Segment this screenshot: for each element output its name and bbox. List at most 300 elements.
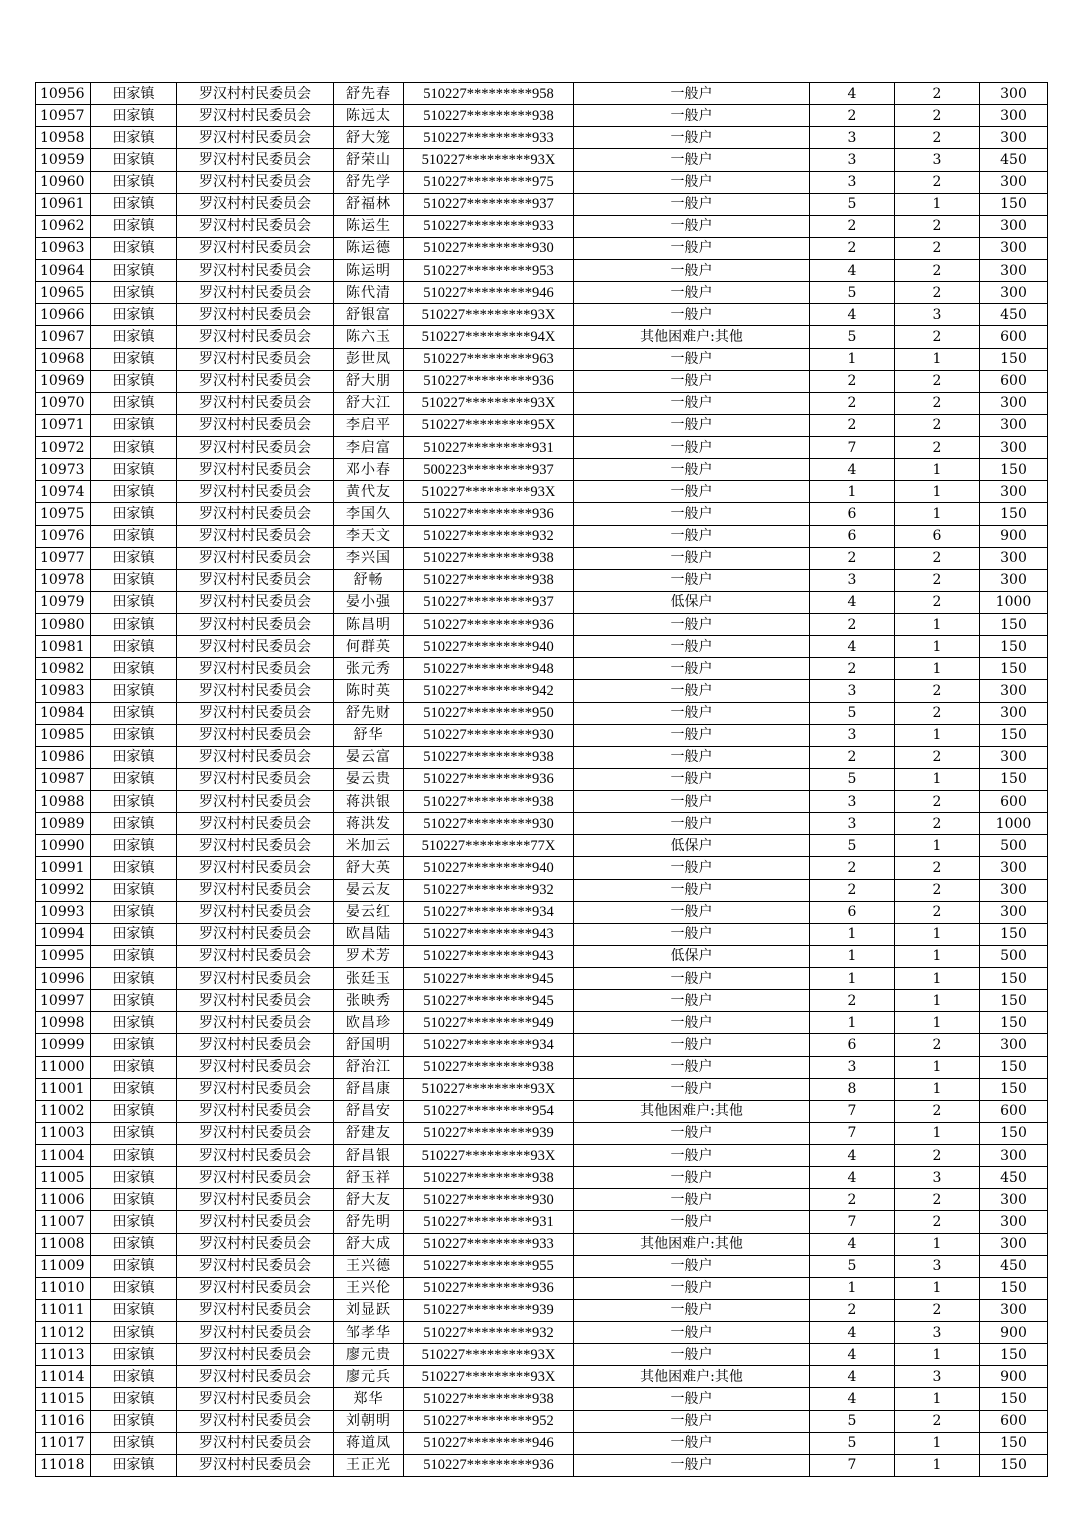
town-cell: 田家镇 xyxy=(91,968,177,990)
eligible-count-cell: 1 xyxy=(895,835,980,857)
id-number-cell: 510227*********932 xyxy=(404,1322,574,1344)
amount-cell: 150 xyxy=(980,1432,1048,1454)
name-cell: 舒大英 xyxy=(334,857,404,879)
eligible-count-cell: 1 xyxy=(895,1388,980,1410)
household-type-cell: 一般户 xyxy=(574,1432,810,1454)
town-cell: 田家镇 xyxy=(91,260,177,282)
eligible-count-cell: 1 xyxy=(895,1122,980,1144)
name-cell: 蒋道凤 xyxy=(334,1432,404,1454)
town-cell: 田家镇 xyxy=(91,547,177,569)
amount-cell: 300 xyxy=(980,1189,1048,1211)
id-number-cell: 510227*********975 xyxy=(404,171,574,193)
household-type-cell: 一般户 xyxy=(574,1078,810,1100)
eligible-count-cell: 2 xyxy=(895,282,980,304)
serial-number-cell: 10970 xyxy=(36,392,91,414)
household-type-cell: 一般户 xyxy=(574,503,810,525)
id-number-cell: 510227*********938 xyxy=(404,1056,574,1078)
eligible-count-cell: 1 xyxy=(895,503,980,525)
table-row xyxy=(36,326,1048,348)
id-number-cell: 510227*********930 xyxy=(404,1189,574,1211)
serial-number-cell: 10972 xyxy=(36,437,91,459)
committee-cell: 罗汉村村民委员会 xyxy=(177,879,334,901)
name-cell: 陈远太 xyxy=(334,105,404,127)
table-row xyxy=(36,1034,1048,1056)
serial-number-cell: 11009 xyxy=(36,1255,91,1277)
town-cell: 田家镇 xyxy=(91,1189,177,1211)
committee-cell: 罗汉村村民委员会 xyxy=(177,260,334,282)
amount-cell: 300 xyxy=(980,901,1048,923)
serial-number-cell: 10997 xyxy=(36,990,91,1012)
name-cell: 欧昌珍 xyxy=(334,1012,404,1034)
amount-cell: 300 xyxy=(980,569,1048,591)
table-row xyxy=(36,1366,1048,1388)
name-cell: 黄代友 xyxy=(334,481,404,503)
eligible-count-cell: 3 xyxy=(895,304,980,326)
eligible-count-cell: 1 xyxy=(895,348,980,370)
amount-cell: 300 xyxy=(980,215,1048,237)
name-cell: 蒋洪银 xyxy=(334,791,404,813)
amount-cell: 500 xyxy=(980,835,1048,857)
town-cell: 田家镇 xyxy=(91,1056,177,1078)
table-row xyxy=(36,968,1048,990)
household-size-cell: 3 xyxy=(810,127,895,149)
id-number-cell: 510227*********949 xyxy=(404,1012,574,1034)
name-cell: 欧昌陆 xyxy=(334,923,404,945)
name-cell: 刘显跃 xyxy=(334,1299,404,1321)
table-row xyxy=(36,1056,1048,1078)
household-type-cell: 一般户 xyxy=(574,392,810,414)
serial-number-cell: 11000 xyxy=(36,1056,91,1078)
eligible-count-cell: 2 xyxy=(895,702,980,724)
household-size-cell: 2 xyxy=(810,414,895,436)
id-number-cell: 510227*********945 xyxy=(404,990,574,1012)
household-type-cell: 一般户 xyxy=(574,348,810,370)
name-cell: 舒建友 xyxy=(334,1122,404,1144)
committee-cell: 罗汉村村民委员会 xyxy=(177,1344,334,1366)
town-cell: 田家镇 xyxy=(91,1122,177,1144)
serial-number-cell: 10968 xyxy=(36,348,91,370)
amount-cell: 600 xyxy=(980,1410,1048,1432)
eligible-count-cell: 1 xyxy=(895,990,980,1012)
household-size-cell: 5 xyxy=(810,1255,895,1277)
table-row xyxy=(36,990,1048,1012)
serial-number-cell: 10975 xyxy=(36,503,91,525)
household-type-cell: 一般户 xyxy=(574,193,810,215)
amount-cell: 150 xyxy=(980,459,1048,481)
eligible-count-cell: 3 xyxy=(895,1167,980,1189)
eligible-count-cell: 2 xyxy=(895,1100,980,1122)
id-number-cell: 510227*********93X xyxy=(404,392,574,414)
amount-cell: 150 xyxy=(980,503,1048,525)
amount-cell: 300 xyxy=(980,481,1048,503)
committee-cell: 罗汉村村民委员会 xyxy=(177,83,334,105)
table-row xyxy=(36,658,1048,680)
household-size-cell: 5 xyxy=(810,193,895,215)
town-cell: 田家镇 xyxy=(91,1034,177,1056)
table-row xyxy=(36,105,1048,127)
household-size-cell: 3 xyxy=(810,813,895,835)
serial-number-cell: 10961 xyxy=(36,193,91,215)
town-cell: 田家镇 xyxy=(91,149,177,171)
id-number-cell: 510227*********958 xyxy=(404,83,574,105)
household-size-cell: 2 xyxy=(810,237,895,259)
table-row xyxy=(36,1145,1048,1167)
table-row xyxy=(36,1255,1048,1277)
household-type-cell: 一般户 xyxy=(574,282,810,304)
table-row xyxy=(36,857,1048,879)
town-cell: 田家镇 xyxy=(91,658,177,680)
table-body xyxy=(36,83,1048,1477)
household-size-cell: 4 xyxy=(810,636,895,658)
amount-cell: 300 xyxy=(980,83,1048,105)
eligible-count-cell: 1 xyxy=(895,923,980,945)
eligible-count-cell: 1 xyxy=(895,658,980,680)
town-cell: 田家镇 xyxy=(91,437,177,459)
committee-cell: 罗汉村村民委员会 xyxy=(177,923,334,945)
name-cell: 张元秀 xyxy=(334,658,404,680)
serial-number-cell: 10971 xyxy=(36,414,91,436)
id-number-cell: 510227*********937 xyxy=(404,193,574,215)
town-cell: 田家镇 xyxy=(91,813,177,835)
table-row xyxy=(36,1211,1048,1233)
serial-number-cell: 11012 xyxy=(36,1322,91,1344)
household-type-cell: 一般户 xyxy=(574,105,810,127)
amount-cell: 300 xyxy=(980,857,1048,879)
serial-number-cell: 10969 xyxy=(36,370,91,392)
id-number-cell: 510227*********932 xyxy=(404,879,574,901)
name-cell: 陈运德 xyxy=(334,237,404,259)
household-type-cell: 一般户 xyxy=(574,1277,810,1299)
amount-cell: 600 xyxy=(980,791,1048,813)
amount-cell: 300 xyxy=(980,746,1048,768)
committee-cell: 罗汉村村民委员会 xyxy=(177,1167,334,1189)
eligible-count-cell: 1 xyxy=(895,1454,980,1476)
town-cell: 田家镇 xyxy=(91,923,177,945)
town-cell: 田家镇 xyxy=(91,83,177,105)
town-cell: 田家镇 xyxy=(91,1322,177,1344)
committee-cell: 罗汉村村民委员会 xyxy=(177,237,334,259)
id-number-cell: 510227*********938 xyxy=(404,1388,574,1410)
town-cell: 田家镇 xyxy=(91,901,177,923)
table-row xyxy=(36,680,1048,702)
id-number-cell: 510227*********936 xyxy=(404,768,574,790)
eligible-count-cell: 1 xyxy=(895,459,980,481)
name-cell: 舒先明 xyxy=(334,1211,404,1233)
name-cell: 蒋洪发 xyxy=(334,813,404,835)
committee-cell: 罗汉村村民委员会 xyxy=(177,127,334,149)
committee-cell: 罗汉村村民委员会 xyxy=(177,105,334,127)
committee-cell: 罗汉村村民委员会 xyxy=(177,1277,334,1299)
household-type-cell: 一般户 xyxy=(574,1454,810,1476)
amount-cell: 300 xyxy=(980,879,1048,901)
id-number-cell: 510227*********939 xyxy=(404,1122,574,1144)
serial-number-cell: 10986 xyxy=(36,746,91,768)
eligible-count-cell: 2 xyxy=(895,547,980,569)
name-cell: 陈昌明 xyxy=(334,614,404,636)
table-row xyxy=(36,547,1048,569)
committee-cell: 罗汉村村民委员会 xyxy=(177,1388,334,1410)
serial-number-cell: 10980 xyxy=(36,614,91,636)
household-type-cell: 一般户 xyxy=(574,724,810,746)
name-cell: 罗术芳 xyxy=(334,945,404,967)
serial-number-cell: 11006 xyxy=(36,1189,91,1211)
id-number-cell: 510227*********77X xyxy=(404,835,574,857)
id-number-cell: 510227*********938 xyxy=(404,1167,574,1189)
serial-number-cell: 11007 xyxy=(36,1211,91,1233)
name-cell: 刘朝明 xyxy=(334,1410,404,1432)
household-type-cell: 一般户 xyxy=(574,304,810,326)
table-row xyxy=(36,1322,1048,1344)
table-row xyxy=(36,83,1048,105)
household-size-cell: 6 xyxy=(810,525,895,547)
household-type-cell: 一般户 xyxy=(574,215,810,237)
id-number-cell: 510227*********934 xyxy=(404,1034,574,1056)
town-cell: 田家镇 xyxy=(91,680,177,702)
name-cell: 晏云贵 xyxy=(334,768,404,790)
eligible-count-cell: 2 xyxy=(895,83,980,105)
amount-cell: 300 xyxy=(980,105,1048,127)
household-type-cell: 一般户 xyxy=(574,149,810,171)
committee-cell: 罗汉村村民委员会 xyxy=(177,215,334,237)
household-type-cell: 一般户 xyxy=(574,1299,810,1321)
household-size-cell: 4 xyxy=(810,1366,895,1388)
table-row xyxy=(36,923,1048,945)
town-cell: 田家镇 xyxy=(91,392,177,414)
table-row xyxy=(36,392,1048,414)
town-cell: 田家镇 xyxy=(91,1454,177,1476)
household-type-cell: 一般户 xyxy=(574,237,810,259)
amount-cell: 150 xyxy=(980,1454,1048,1476)
town-cell: 田家镇 xyxy=(91,1255,177,1277)
name-cell: 李兴国 xyxy=(334,547,404,569)
amount-cell: 500 xyxy=(980,945,1048,967)
table-row xyxy=(36,282,1048,304)
committee-cell: 罗汉村村民委员会 xyxy=(177,1056,334,1078)
amount-cell: 300 xyxy=(980,1211,1048,1233)
name-cell: 舒先春 xyxy=(334,83,404,105)
name-cell: 舒国明 xyxy=(334,1034,404,1056)
table-row xyxy=(36,1100,1048,1122)
town-cell: 田家镇 xyxy=(91,503,177,525)
household-type-cell: 一般户 xyxy=(574,990,810,1012)
amount-cell: 150 xyxy=(980,923,1048,945)
id-number-cell: 510227*********963 xyxy=(404,348,574,370)
serial-number-cell: 10993 xyxy=(36,901,91,923)
household-size-cell: 3 xyxy=(810,724,895,746)
id-number-cell: 510227*********933 xyxy=(404,1233,574,1255)
committee-cell: 罗汉村村民委员会 xyxy=(177,1255,334,1277)
town-cell: 田家镇 xyxy=(91,105,177,127)
household-size-cell: 2 xyxy=(810,658,895,680)
serial-number-cell: 11011 xyxy=(36,1299,91,1321)
household-type-cell: 一般户 xyxy=(574,414,810,436)
id-number-cell: 510227*********930 xyxy=(404,813,574,835)
household-size-cell: 4 xyxy=(810,260,895,282)
amount-cell: 300 xyxy=(980,260,1048,282)
town-cell: 田家镇 xyxy=(91,414,177,436)
name-cell: 廖元兵 xyxy=(334,1366,404,1388)
amount-cell: 300 xyxy=(980,547,1048,569)
amount-cell: 150 xyxy=(980,724,1048,746)
household-type-cell: 其他困难户:其他 xyxy=(574,1366,810,1388)
amount-cell: 300 xyxy=(980,1034,1048,1056)
amount-cell: 150 xyxy=(980,193,1048,215)
committee-cell: 罗汉村村民委员会 xyxy=(177,149,334,171)
committee-cell: 罗汉村村民委员会 xyxy=(177,547,334,569)
table-row xyxy=(36,901,1048,923)
amount-cell: 1000 xyxy=(980,813,1048,835)
eligible-count-cell: 2 xyxy=(895,326,980,348)
name-cell: 米加云 xyxy=(334,835,404,857)
eligible-count-cell: 2 xyxy=(895,1211,980,1233)
eligible-count-cell: 1 xyxy=(895,945,980,967)
id-number-cell: 510227*********938 xyxy=(404,547,574,569)
id-number-cell: 510227*********948 xyxy=(404,658,574,680)
household-type-cell: 其他困难户:其他 xyxy=(574,1100,810,1122)
id-number-cell: 510227*********934 xyxy=(404,901,574,923)
town-cell: 田家镇 xyxy=(91,990,177,1012)
town-cell: 田家镇 xyxy=(91,1432,177,1454)
name-cell: 李启富 xyxy=(334,437,404,459)
committee-cell: 罗汉村村民委员会 xyxy=(177,326,334,348)
household-size-cell: 3 xyxy=(810,171,895,193)
amount-cell: 150 xyxy=(980,1078,1048,1100)
serial-number-cell: 10964 xyxy=(36,260,91,282)
name-cell: 李启平 xyxy=(334,414,404,436)
eligible-count-cell: 2 xyxy=(895,1145,980,1167)
amount-cell: 300 xyxy=(980,1233,1048,1255)
table-row xyxy=(36,1167,1048,1189)
table-row xyxy=(36,215,1048,237)
id-number-cell: 510227*********95X xyxy=(404,414,574,436)
id-number-cell: 510227*********936 xyxy=(404,1277,574,1299)
amount-cell: 150 xyxy=(980,636,1048,658)
eligible-count-cell: 1 xyxy=(895,724,980,746)
household-type-cell: 一般户 xyxy=(574,768,810,790)
serial-number-cell: 11016 xyxy=(36,1410,91,1432)
eligible-count-cell: 2 xyxy=(895,260,980,282)
id-number-cell: 510227*********930 xyxy=(404,724,574,746)
name-cell: 舒大友 xyxy=(334,1189,404,1211)
household-size-cell: 2 xyxy=(810,370,895,392)
household-type-cell: 一般户 xyxy=(574,1388,810,1410)
household-type-cell: 一般户 xyxy=(574,1034,810,1056)
name-cell: 邹孝华 xyxy=(334,1322,404,1344)
household-size-cell: 6 xyxy=(810,503,895,525)
id-number-cell: 510227*********93X xyxy=(404,1344,574,1366)
household-size-cell: 2 xyxy=(810,857,895,879)
amount-cell: 450 xyxy=(980,1167,1048,1189)
name-cell: 舒荣山 xyxy=(334,149,404,171)
household-size-cell: 2 xyxy=(810,1299,895,1321)
id-number-cell: 510227*********937 xyxy=(404,591,574,613)
table-row xyxy=(36,1388,1048,1410)
id-number-cell: 510227*********936 xyxy=(404,370,574,392)
id-number-cell: 510227*********933 xyxy=(404,127,574,149)
serial-number-cell: 10991 xyxy=(36,857,91,879)
id-number-cell: 510227*********940 xyxy=(404,636,574,658)
household-type-cell: 一般户 xyxy=(574,1255,810,1277)
table-row xyxy=(36,127,1048,149)
household-size-cell: 2 xyxy=(810,879,895,901)
household-size-cell: 7 xyxy=(810,1454,895,1476)
serial-number-cell: 10994 xyxy=(36,923,91,945)
household-size-cell: 5 xyxy=(810,326,895,348)
name-cell: 舒畅 xyxy=(334,569,404,591)
eligible-count-cell: 1 xyxy=(895,1078,980,1100)
eligible-count-cell: 2 xyxy=(895,813,980,835)
committee-cell: 罗汉村村民委员会 xyxy=(177,348,334,370)
household-type-cell: 一般户 xyxy=(574,813,810,835)
committee-cell: 罗汉村村民委员会 xyxy=(177,945,334,967)
table-row xyxy=(36,503,1048,525)
eligible-count-cell: 2 xyxy=(895,901,980,923)
household-type-cell: 一般户 xyxy=(574,1344,810,1366)
eligible-count-cell: 1 xyxy=(895,1056,980,1078)
amount-cell: 300 xyxy=(980,680,1048,702)
household-size-cell: 4 xyxy=(810,459,895,481)
amount-cell: 600 xyxy=(980,370,1048,392)
amount-cell: 150 xyxy=(980,1344,1048,1366)
table-row xyxy=(36,260,1048,282)
serial-number-cell: 10998 xyxy=(36,1012,91,1034)
household-size-cell: 6 xyxy=(810,901,895,923)
household-type-cell: 一般户 xyxy=(574,171,810,193)
id-number-cell: 510227*********954 xyxy=(404,1100,574,1122)
serial-number-cell: 10999 xyxy=(36,1034,91,1056)
town-cell: 田家镇 xyxy=(91,525,177,547)
household-size-cell: 3 xyxy=(810,1056,895,1078)
eligible-count-cell: 3 xyxy=(895,1322,980,1344)
household-type-cell: 一般户 xyxy=(574,857,810,879)
name-cell: 舒大笼 xyxy=(334,127,404,149)
household-type-cell: 一般户 xyxy=(574,1322,810,1344)
amount-cell: 300 xyxy=(980,702,1048,724)
town-cell: 田家镇 xyxy=(91,459,177,481)
serial-number-cell: 10957 xyxy=(36,105,91,127)
amount-cell: 600 xyxy=(980,1100,1048,1122)
household-size-cell: 3 xyxy=(810,791,895,813)
amount-cell: 450 xyxy=(980,149,1048,171)
serial-number-cell: 10978 xyxy=(36,569,91,591)
town-cell: 田家镇 xyxy=(91,591,177,613)
eligible-count-cell: 2 xyxy=(895,746,980,768)
table-row xyxy=(36,768,1048,790)
household-size-cell: 3 xyxy=(810,680,895,702)
serial-number-cell: 11002 xyxy=(36,1100,91,1122)
household-size-cell: 2 xyxy=(810,215,895,237)
serial-number-cell: 10960 xyxy=(36,171,91,193)
household-type-cell: 一般户 xyxy=(574,879,810,901)
id-number-cell: 510227*********952 xyxy=(404,1410,574,1432)
committee-cell: 罗汉村村民委员会 xyxy=(177,1233,334,1255)
eligible-count-cell: 1 xyxy=(895,1432,980,1454)
household-type-cell: 一般户 xyxy=(574,260,810,282)
serial-number-cell: 10983 xyxy=(36,680,91,702)
serial-number-cell: 10995 xyxy=(36,945,91,967)
amount-cell: 150 xyxy=(980,768,1048,790)
table-row xyxy=(36,525,1048,547)
amount-cell: 300 xyxy=(980,237,1048,259)
household-type-cell: 一般户 xyxy=(574,127,810,149)
household-type-cell: 一般户 xyxy=(574,525,810,547)
town-cell: 田家镇 xyxy=(91,614,177,636)
serial-number-cell: 10988 xyxy=(36,791,91,813)
table-row xyxy=(36,1299,1048,1321)
table-row xyxy=(36,746,1048,768)
household-type-cell: 一般户 xyxy=(574,702,810,724)
town-cell: 田家镇 xyxy=(91,1012,177,1034)
